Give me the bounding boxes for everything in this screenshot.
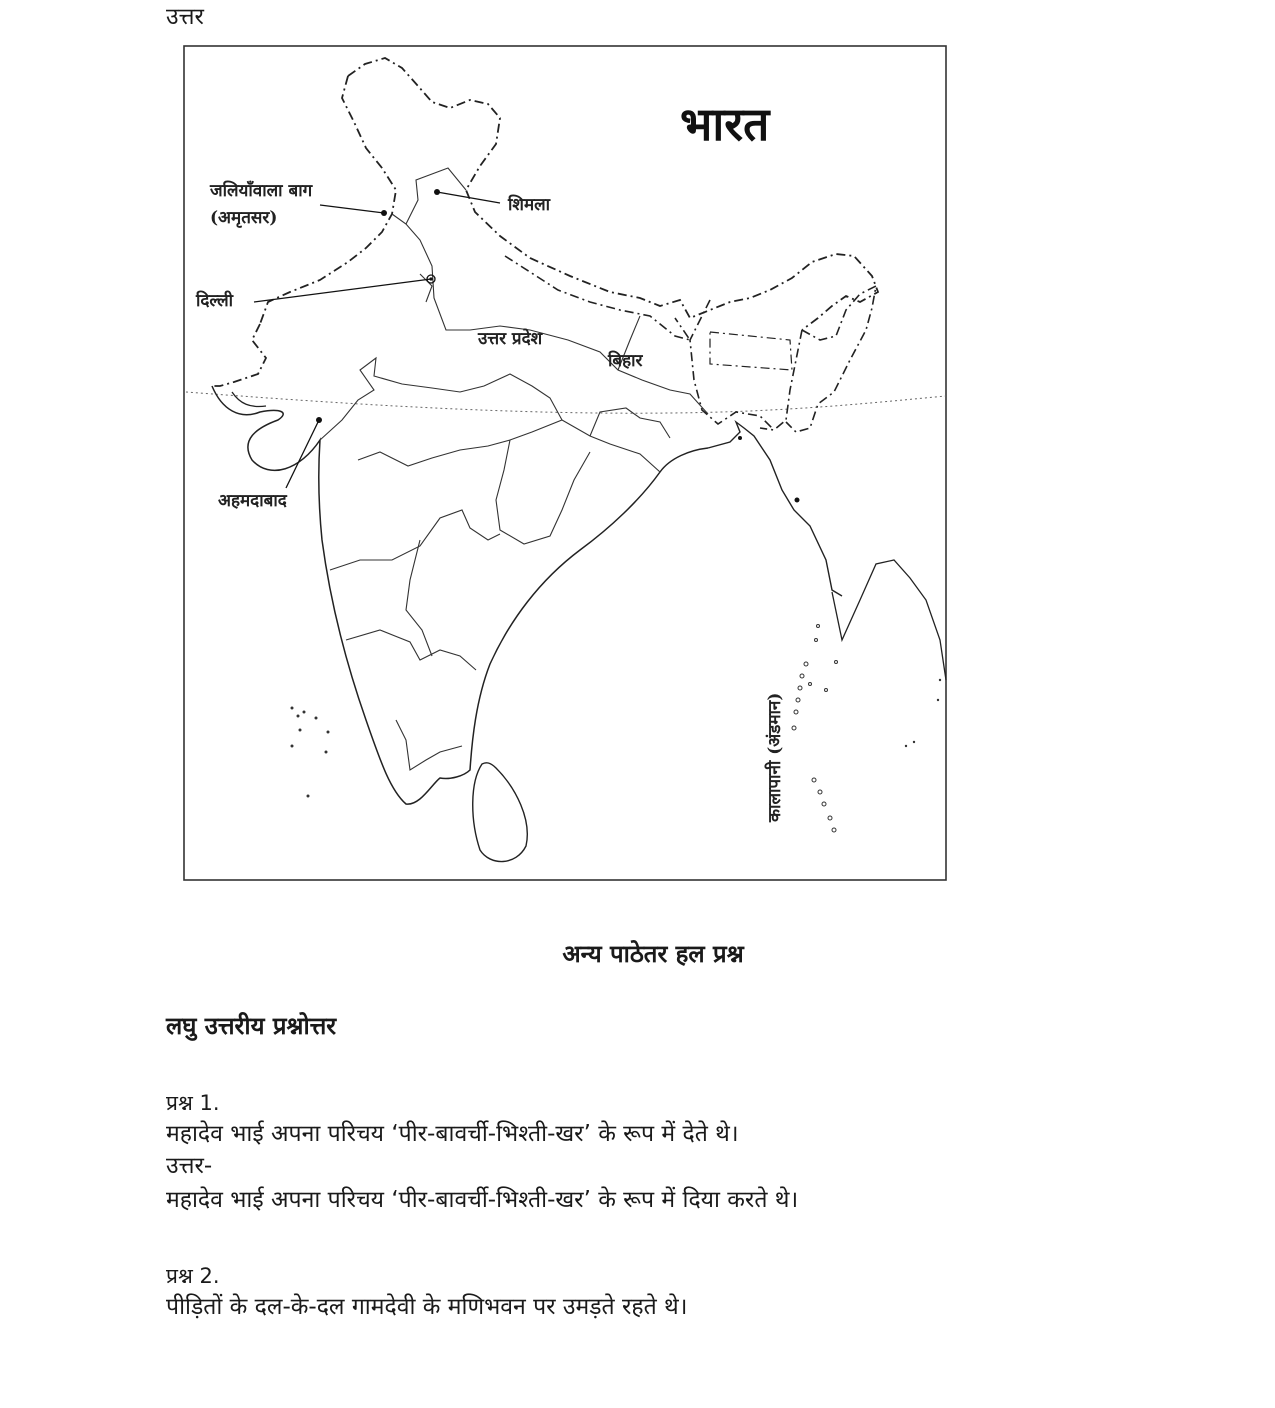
label-delhi: दिल्ली — [196, 291, 234, 311]
nepal-border — [505, 256, 690, 340]
india-map — [170, 40, 960, 890]
label-kalapani: कालापानी (अंडमान) — [765, 692, 785, 822]
label-ahmedabad: अहमदाबाद — [218, 491, 287, 511]
question-1-answer: महादेव भाई अपना परिचय ‘पीर-बावर्ची-भिश्ती-खर’ के रूप में दिया करते थे। — [166, 1187, 799, 1213]
question-1-text: महादेव भाई अपना परिचय ‘पीर-बावर्ची-भिश्ती-खर’ के रूप में देते थे। — [166, 1121, 739, 1147]
myanmar-coast — [832, 560, 946, 680]
tropic-line — [186, 392, 946, 413]
coastline-peninsula — [212, 386, 708, 804]
boundary-karnataka — [346, 630, 476, 670]
sri-lanka — [473, 763, 528, 862]
question-1-label: प्रश्न 1. — [166, 1091, 220, 1115]
answer-label: उत्तर — [166, 4, 204, 30]
subsection-heading: लघु उत्तरीय प्रश्नोत्तर — [166, 1012, 337, 1040]
map-title: भारत — [680, 97, 770, 151]
label-shimla: शिमला — [508, 195, 551, 215]
question-1-answer-label: उत्तर- — [166, 1153, 213, 1179]
label-amritsar: (अमृतसर) — [210, 208, 278, 228]
boundary-chhattisgarh — [496, 440, 590, 544]
label-bihar: बिहार — [608, 351, 643, 371]
east-dots — [905, 679, 941, 747]
rajasthan-border — [212, 324, 266, 386]
label-uttar-pradesh: उत्तर प्रदेश — [478, 329, 543, 349]
section-heading: अन्य पाठेतर हल प्रश्न — [562, 940, 744, 968]
andaman-islands — [792, 625, 838, 833]
question-2-text: पीड़ितों के दल-के-दल गामदेवी के मणिभवन पर उमड़ते रहते थे। — [166, 1294, 688, 1320]
boundary-mp — [320, 358, 562, 440]
question-2-label: प्रश्न 2. — [166, 1264, 220, 1288]
label-jallianwala: जलियाँवाला बाग — [210, 181, 313, 201]
lakshadweep-islands — [291, 707, 330, 798]
boundary-tamilnadu — [396, 720, 462, 770]
boundary-up — [392, 214, 708, 414]
india-map-figure — [170, 40, 960, 890]
northern-border — [348, 58, 878, 330]
coastline-east — [708, 422, 842, 596]
